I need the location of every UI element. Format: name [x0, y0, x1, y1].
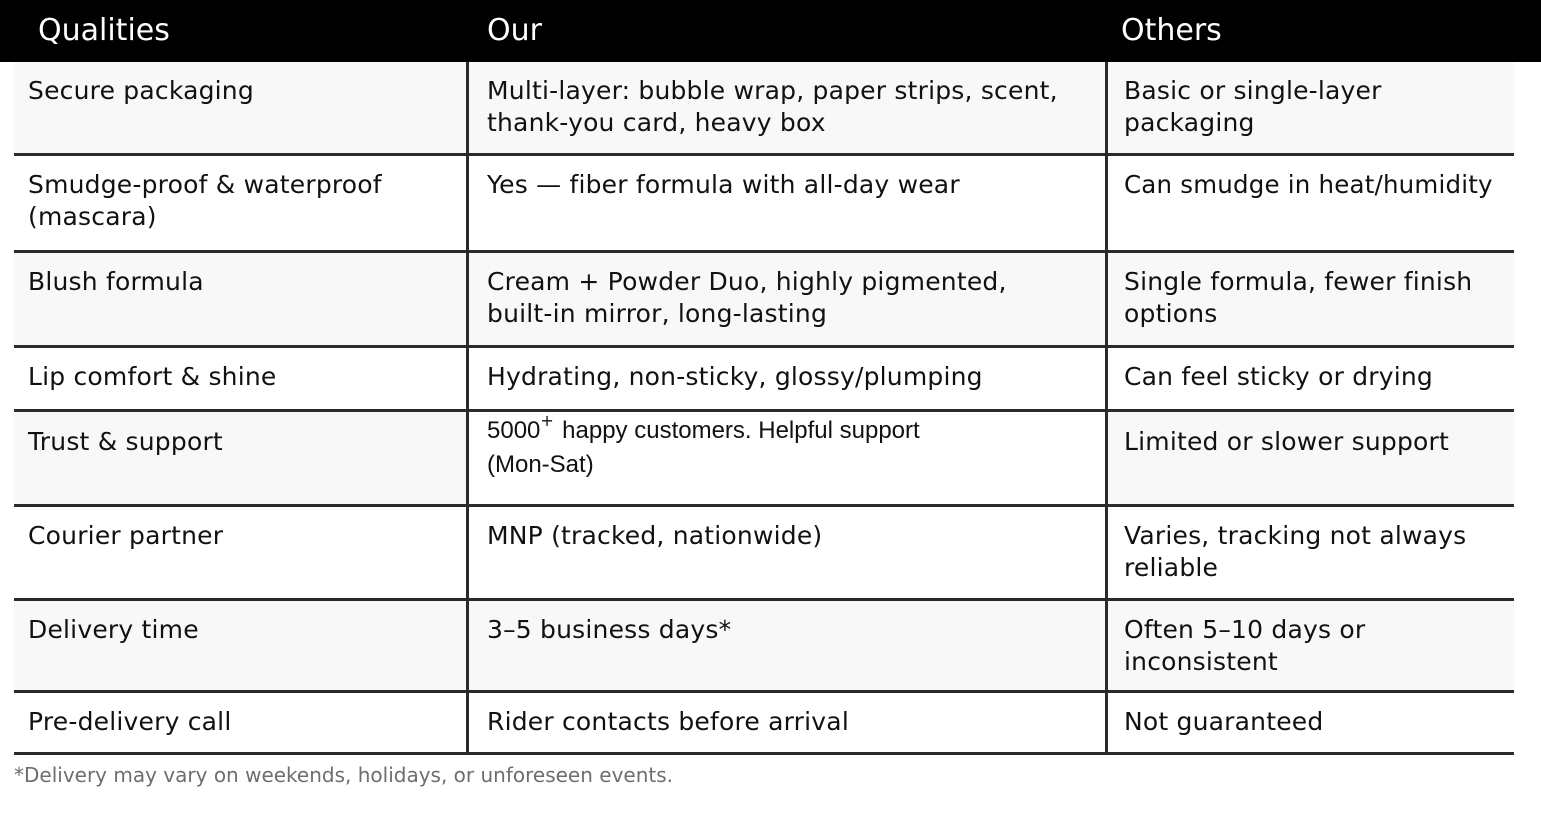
quality-cell: Delivery time [28, 615, 199, 644]
others-cell: Can smudge in heat/humidity [1105, 156, 1514, 250]
table-row [14, 348, 1514, 412]
header-qualities: Qualities [38, 13, 170, 48]
header-others: Others [1121, 13, 1222, 48]
customer-count: 5000 [487, 417, 541, 444]
quality-cell: Smudge-proof & waterproof (mascara) [28, 170, 382, 231]
our-cell: Rider contacts before arrival [466, 693, 1105, 752]
others-cell: Varies, tracking not always reliable [1105, 507, 1514, 598]
others-cell: Basic or single-layer packaging [1105, 62, 1514, 153]
delivery-footnote: *Delivery may vary on weekends, holidays, or unforeseen events. [14, 763, 674, 787]
table-row [14, 253, 1514, 348]
our-cell: Yes — fiber formula with all-day wear [466, 156, 1105, 250]
our-cell: Cream + Powder Duo, highly pigmented, built-in mirror, long-lasting [466, 253, 1105, 345]
table-header [0, 0, 1541, 62]
quality-cell: Trust & support [28, 427, 223, 456]
customer-count-plus: + [540, 411, 554, 430]
quality-cell: Secure packaging [28, 76, 254, 105]
others-cell: Single formula, fewer finish options [1105, 253, 1514, 345]
others-cell: Can feel sticky or drying [1105, 348, 1514, 409]
our-cell: Hydrating, non-sticky, glossy/plumping [466, 348, 1105, 409]
quality-cell: Lip comfort & shine [28, 362, 277, 391]
our-cell: Multi-layer: bubble wrap, paper strips, scent, thank-you card, heavy box [466, 62, 1105, 153]
table-row [14, 693, 1514, 755]
others-cell: Often 5–10 days or inconsistent [1105, 601, 1514, 690]
header-our: Our [487, 13, 542, 48]
quality-cell: Courier partner [28, 521, 224, 550]
others-cell: Limited or slower support [1105, 412, 1514, 504]
our-cell [466, 412, 1105, 504]
our-cell: MNP (tracked, nationwide) [466, 507, 1105, 598]
table-row [14, 156, 1514, 253]
table-row [14, 62, 1514, 156]
our-cell: 3–5 business days* [466, 601, 1105, 690]
table-row [14, 601, 1514, 693]
table-row [14, 412, 1514, 507]
quality-cell: Blush formula [28, 267, 204, 296]
others-cell: Not guaranteed [1105, 693, 1514, 752]
our-cell-text: happy customers. Helpful support (Mon-Sat) [487, 417, 920, 478]
quality-cell: Pre-delivery call [28, 707, 232, 736]
table-row [14, 507, 1514, 601]
